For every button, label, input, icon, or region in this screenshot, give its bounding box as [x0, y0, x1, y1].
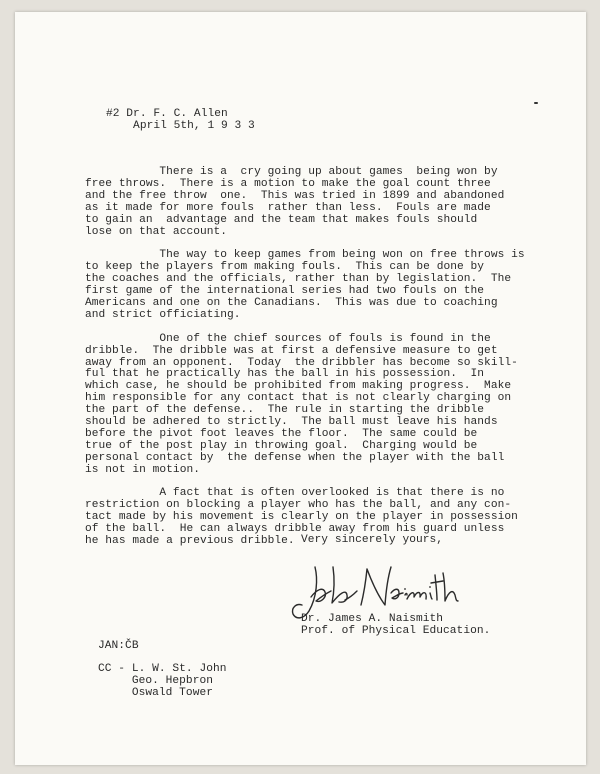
letter-body: There is a cry going up about games being won by free throws. There is a motion to make the goal count three and the free throw one. This was tried in 1899 and abandoned as it made for more fouls rather than less. Fouls are made to gain an advantage and the team that makes fouls should lose on that account. The way to keep games from being won on free throws is to keep the players from making fouls. This can be done by the coaches and the officials, rather than by legislation. The first game of the international series had two fouls on the Americans and one on the Canadians. This was due to coaching and strict officiating. One of the chief sources of fouls is found in the dribble. The dribble was at first a defensive measure to get away from an opponent. Today the dribbler has become so skill- ful that he practically has the ball in his possession. In which case, he should be prohibited from making progress. Make him responsible for any contact that is not clearly charging on the part of the defense.. The rule in starting the dribble should be adhered to strictly. The ball must leave his hands before the pivot foot leaves the floor. The same could be true of the post play in throwing goal. Charging would be personal contact by the defense when the player with the ball is not in motion. A fact that is often overlooked is that there is no restriction on blocking a player who has the ball, and any con- tact made by his movement is clearly on the player in possession of the ball. He can always dribble away from his guard unless he has made a previous dribble. [85, 166, 525, 548]
ink-mark [534, 102, 538, 104]
letter-header: #2 Dr. F. C. Allen April 5th, 1 9 3 3 [106, 108, 255, 132]
cc-list: CC - L. W. St. John Geo. Hepbron Oswald Tower [98, 663, 227, 699]
signer-block: Dr. James A. Naismith Prof. of Physical Education. [301, 613, 491, 637]
typist-initials: JAN:ČB [98, 640, 139, 652]
closing-line: Very sincerely yours, [301, 534, 444, 546]
